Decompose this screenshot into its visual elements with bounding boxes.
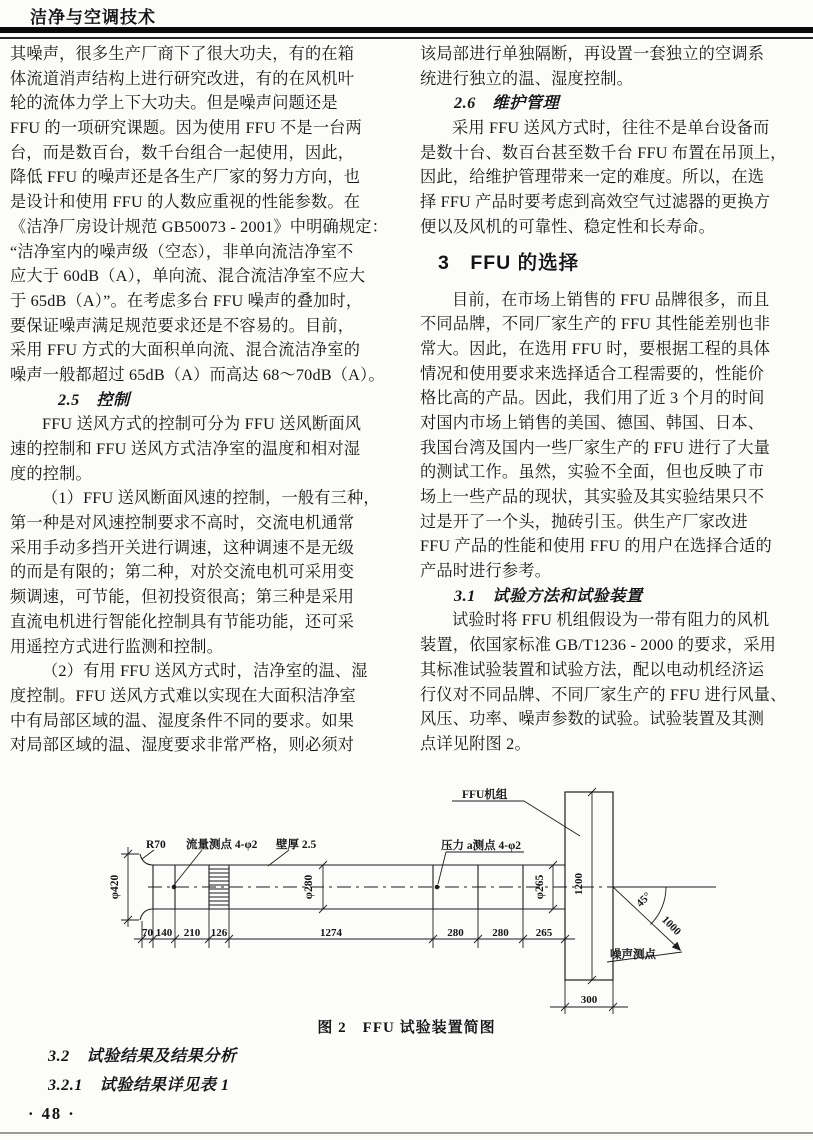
text-line: FFU 的一项研究课题。因为使用 FFU 不是一台两 [10,119,362,138]
dim-phi420 [121,847,139,927]
text-line: 采用手动多挡开关进行调速，这种调速不是无级 [10,538,355,557]
text-line: 不同品牌，不同厂家生产的 FFU 其性能差别也非 [420,315,771,334]
text-line: 统进行独立的温、湿度控制。 [420,69,634,88]
text-line: FFU 产品的性能和使用 FFU 的用户在选择合适的 [420,537,772,556]
text-line: 《洁净厂房设计规范 GB50073 - 2001》中明确规定： [10,217,389,236]
text-line: 对国内市场上销售的美国、德国、韩国、日本、 [420,413,765,432]
dim-1274-label: 1274 [320,927,342,939]
header-rule-thin [0,37,813,39]
text-line: 因此，给维护管理带来一定的难度。所以，在选 [420,168,765,187]
text-line: 直流电机进行智能化控制具有节能功能，还可采 [10,612,355,631]
dim-265-label: 265 [535,927,553,939]
text-line: 要保证噪声满足规范要求还是不容易的。目前， [10,316,355,335]
dim-280a-label: 280 [447,927,464,939]
text-line: 度的控制。 [10,464,92,483]
text-line: 速的控制和 FFU 送风方式洁净室的温度和相对湿 [10,440,361,458]
text-line: 其标准试验装置和试验方法，配以电动机经济运 [420,660,765,679]
dim-1000-label: 1000 [659,913,684,938]
dim-280b-label: 280 [492,927,509,939]
text-line: 择 FFU 产品时要考虑到高效空气过滤器的更换方 [420,193,771,212]
section-heading: 2.6 维护管理 [454,94,560,113]
text-line: 台，而是数百台，数千台组合一起使用，因此， [10,143,355,162]
section-heading: 3.1 试验方法和试验装置 [454,586,643,605]
text-line: 其噪声，很多生产厂商下了很大功夫，有的在箱 [10,45,355,63]
r70-label: R70 [146,839,166,851]
text-line: 应大于 60dB（A），单向流、混合流洁净室不应大 [10,267,366,286]
text-line: 采用 FFU 方式的大面积单向流、混合流洁净室的 [10,341,361,360]
text-line: 是数十台、数百台甚至数千台 FFU 布置在吊顶上， [420,143,787,162]
dim-140-label: 140 [155,927,173,939]
text-line: 第一种是对风速控制要求不高时，交流电机通常 [10,514,355,533]
text-line: 过是开了一个头，抛砖引玉。供生产厂家改进 [420,512,748,531]
pressure-point-label: 压力 a测点 4-φ2 [441,840,522,852]
text-line: 试验时将 FFU 机组假设为一带有阻力的风机 [452,611,770,630]
dia280-label: φ280 [303,874,315,900]
text-line: 点详见附图 2。 [420,734,531,753]
text-line: “洁净室内的噪声级（空态），非单向流洁净室不 [10,242,354,261]
footer-section-headings [10,1042,510,1100]
text-line: 的测试工作。虽然，实验不全面，但也反映了市 [420,463,765,482]
text-line: 噪声一般都超过 65dB（A）而高达 68～70dB（A）。 [10,365,385,384]
text-line: 常大。因此，在选用 FFU 时，要根据工程的具体 [420,339,771,358]
text-line: 中有局部区域的温、湿度条件不同的要求。如果 [10,711,355,730]
footer-rule [0,1132,813,1134]
angle-45-label: 45° [634,890,654,910]
dim-1200-label: 1200 [573,873,585,895]
dim-126-label: 126 [210,927,228,939]
dia265-label: φ265 [534,874,546,900]
header-rule-thick [0,27,813,33]
text-line: 该局部进行单独隔断，再设置一套独立的空调系 [420,45,765,63]
text-line: 对局部区域的温、湿度要求非常严格，则必须对 [10,736,355,755]
ffu-test-rig-schematic [0,780,813,1018]
section-heading: 3.2 试验结果及结果分析 [48,1047,237,1065]
text-line: 风压、功率、噪声参数的试验。试验装置及其测 [420,710,765,729]
ffu-unit-label: FFU机组 [462,789,508,801]
figure-2-caption: 图 2 FFU 试验装置简图 [317,1020,496,1036]
text-line: 是设计和使用 FFU 的人数应重视的性能参数。在 [10,193,361,212]
text-line: 于 65dB（A）”。在考虑多台 FFU 噪声的叠加时， [10,291,363,310]
text-line: 格比高的产品。因此，我们用了近 3 个月的时间 [420,389,765,408]
dim-300-label: 300 [580,994,598,1006]
text-line: （1）FFU 送风断面风速的控制，一般有三种， [42,489,380,508]
text-line: 便以及风机的可靠性、稳定性和长寿命。 [420,217,715,236]
journal-title: 洁净与空调技术 [30,8,156,27]
figure-2-diagram [0,780,813,1018]
section-heading: 3.2.1 试验结果详见表 1 [48,1076,230,1094]
text-line: 频调速，可节能，但初投资很高；第三种是采用 [10,588,355,607]
dia420-label: φ420 [109,874,121,900]
noise-point-label: 噪声测点 [610,949,656,961]
text-line: 度控制。FFU 送风方式难以实现在大面积洁净室 [10,686,356,705]
text-line: 的而是有限的；第二种，对於交流电机可采用变 [10,563,355,582]
flow-point-label: 流量测点 4-φ2 [186,839,258,851]
text-line: 情况和使用要求来选择适合工程需要的，性能价 [420,364,765,383]
text-line: 体流道消声结构上进行研究改进，有的在风机叶 [10,69,355,88]
dim-210-label: 210 [183,927,201,939]
wall-thickness-label: 壁厚 2.5 [276,839,317,851]
text-line: 场上一些产品的现状，其实验及其实验结果只不 [420,488,765,506]
text-line: 采用 FFU 送风方式时，往往不是单台设备而 [452,119,770,138]
text-line: 行仪对不同品牌、不同厂家生产的 FFU 进行风量、 [420,685,787,704]
dim-70-label: 70 [142,927,153,939]
text-line: 目前，在市场上销售的 FFU 品牌很多，而且 [452,290,770,309]
text-line: FFU 送风方式的控制可分为 FFU 送风断面风 [42,415,362,434]
section-heading: 3 FFU 的选择 [438,251,580,274]
section-heading: 2.5 控制 [58,390,130,409]
right-text-column [420,42,806,757]
page-number: · 48 · [28,1104,76,1123]
text-line: 我国台湾及国内一些厂家生产的 FFU 进行了大量 [420,438,771,457]
left-text-column [10,42,406,758]
text-line: 用遥控方式进行监测和控制。 [10,637,224,656]
text-line: 装置，依国家标准 GB/T1236 - 2000 的要求，采用 [420,636,777,655]
text-line: 轮的流体力学上下大功夫。但是噪声问题还是 [10,94,338,113]
text-line: 产品时进行参考。 [420,562,552,581]
text-line: 降低 FFU 的噪声还是各生产厂家的努力方向，也 [10,168,361,187]
text-line: （2）有用 FFU 送风方式时，洁净室的温、湿 [42,662,368,681]
